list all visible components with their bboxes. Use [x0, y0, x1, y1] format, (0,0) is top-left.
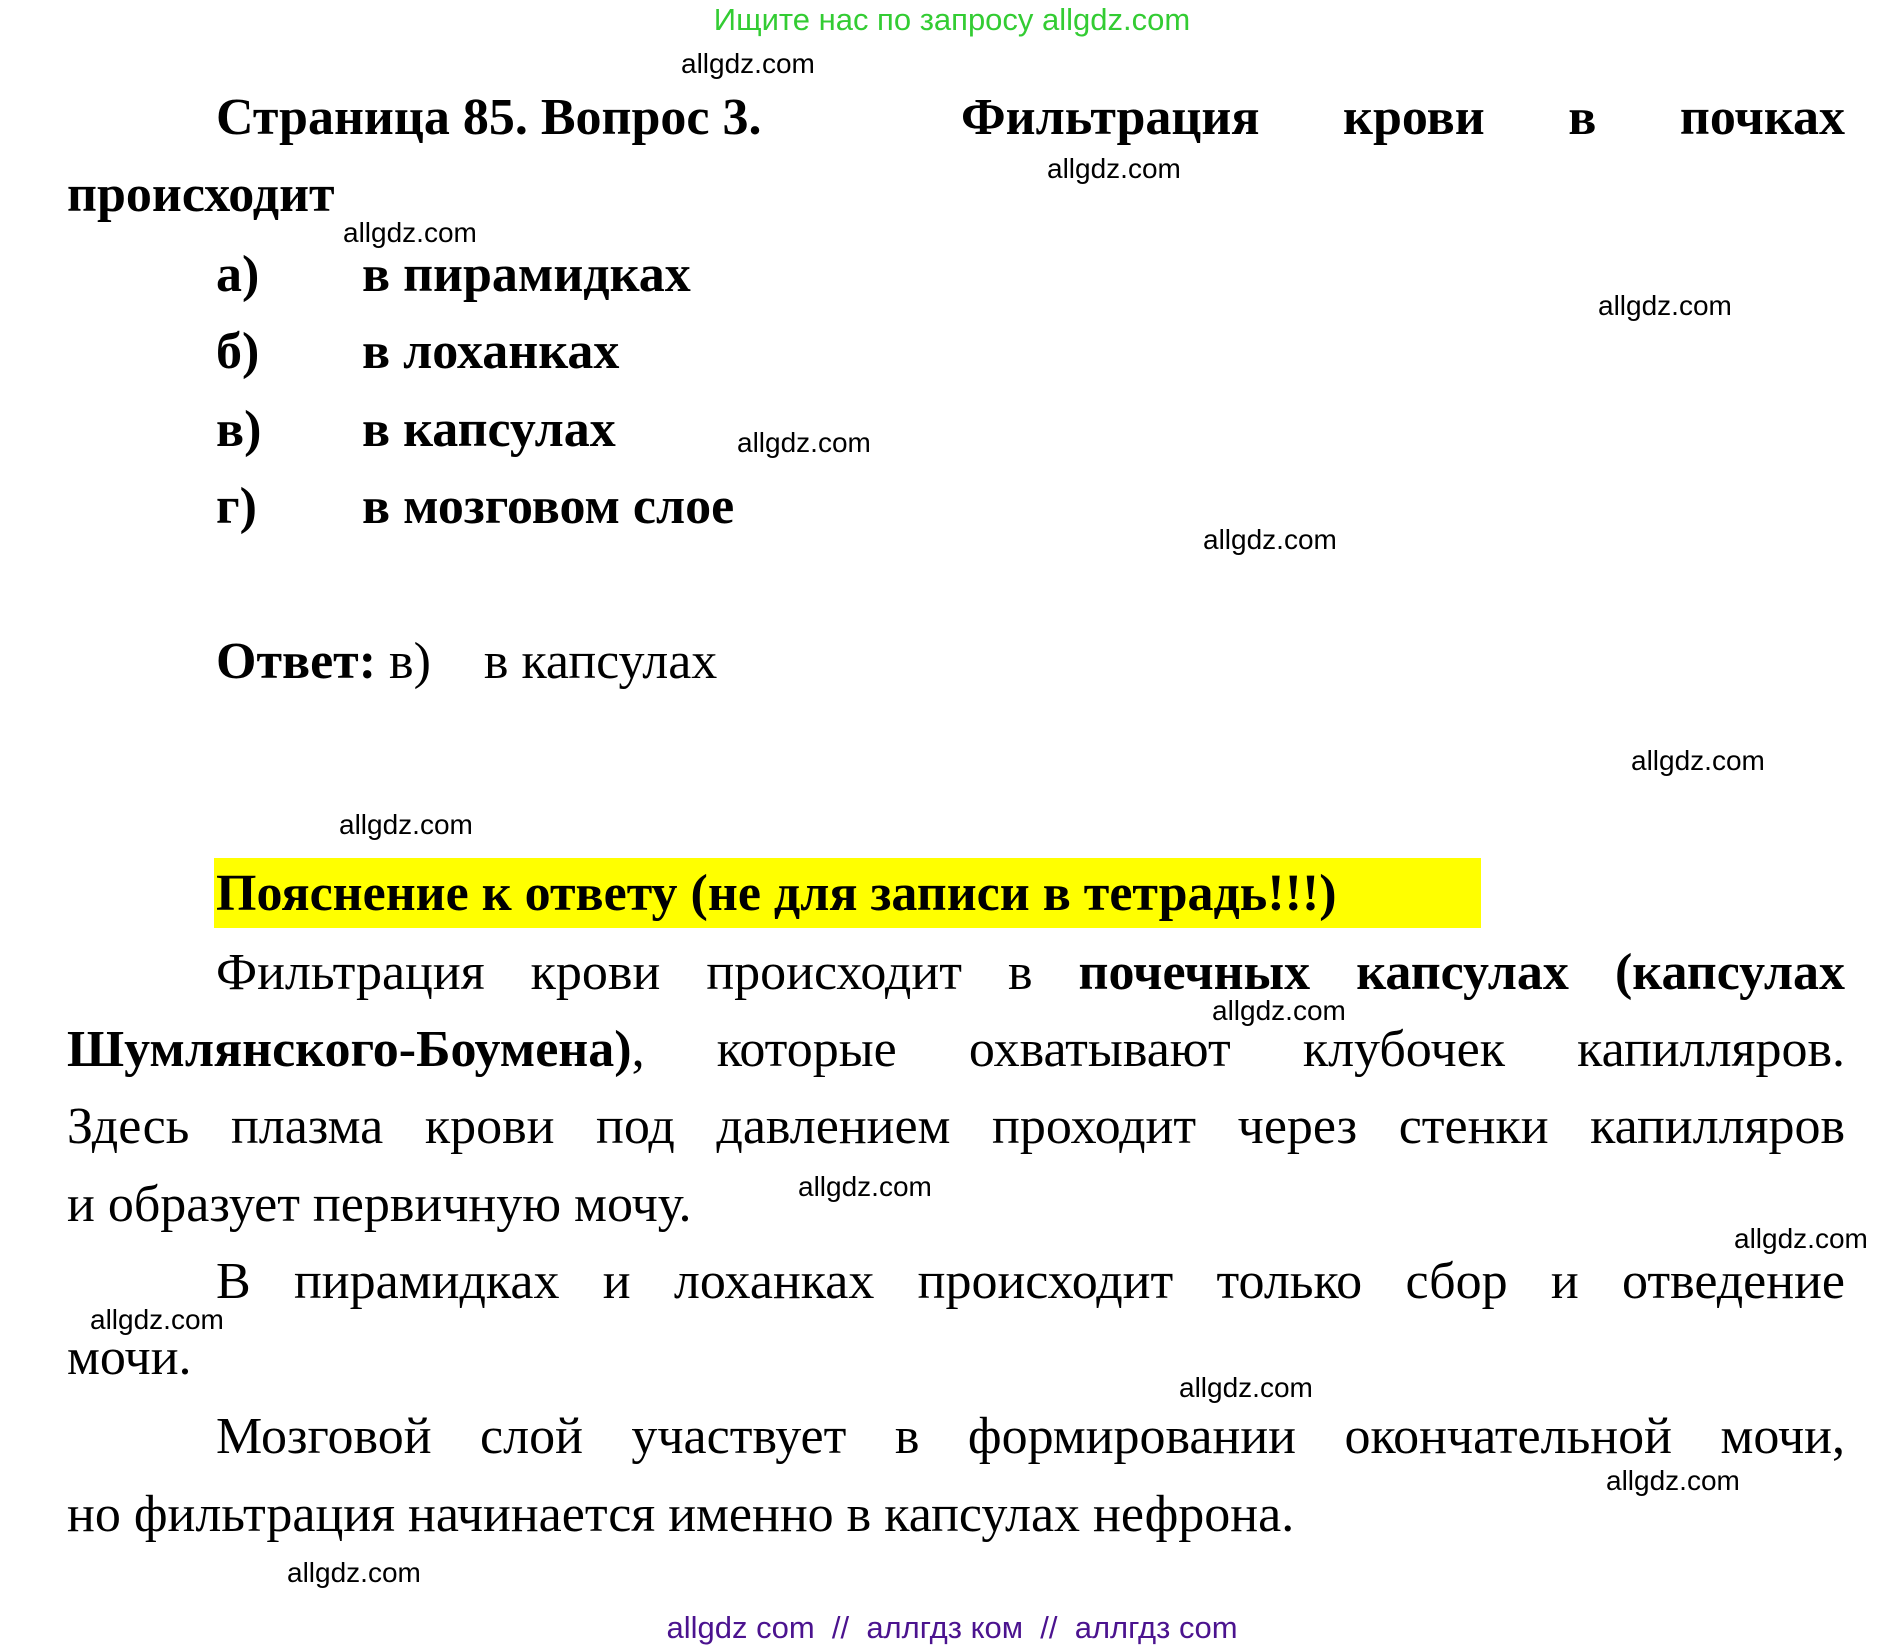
watermark: allgdz.com	[737, 427, 871, 458]
watermark: allgdz.com	[1212, 995, 1346, 1026]
watermark: allgdz.com	[1047, 153, 1181, 184]
watermark: allgdz.com	[343, 217, 477, 248]
option-b-letter: б)	[216, 323, 260, 380]
bold-text: почечных капсулах (капсулах	[1078, 944, 1845, 1001]
watermark: allgdz.com	[681, 48, 815, 79]
option-c-letter: в)	[216, 401, 262, 458]
watermark: allgdz.com	[339, 809, 473, 840]
paragraph-2-line-2: мочи.	[67, 1329, 192, 1386]
paragraph-3-line-1: Мозговой слой участвует в формировании окончательной мочи,	[216, 1408, 1845, 1465]
text: Фильтрация крови происходит в	[216, 944, 1079, 1001]
watermark: allgdz.com	[1734, 1223, 1868, 1254]
watermark: allgdz.com	[1631, 745, 1765, 776]
watermark: allgdz.com	[1179, 1372, 1313, 1403]
watermark: allgdz.com	[1203, 524, 1337, 555]
footer-links[interactable]: allgdz com // аллгдз ком // аллгдз com	[666, 1610, 1238, 1645]
answer-letter: в)	[389, 633, 431, 690]
bold-text: Шумлянского-Боумена)	[67, 1021, 632, 1078]
explanation-heading: Пояснение к ответу (не для записи в тетрадь!!!)	[216, 865, 1337, 922]
option-d-letter: г)	[216, 478, 257, 535]
question-text-line2: происходит	[67, 166, 335, 223]
watermark: allgdz.com	[287, 1557, 421, 1588]
question-text-line1: Фильтрация крови в почках	[961, 89, 1845, 146]
paragraph-1-line-1	[216, 943, 1845, 1003]
paragraph-1-line-2	[67, 1020, 1845, 1080]
answer	[216, 632, 717, 692]
paragraph-3-line-2: но фильтрация начинается именно в капсулах нефрона.	[67, 1486, 1295, 1543]
paragraph-1-line-3: Здесь плазма крови под давлением проходит через стенки капилляров	[67, 1098, 1845, 1155]
text: , которые охватывают клубочек капилляров.	[631, 1021, 1845, 1078]
answer-label: Ответ:	[216, 633, 377, 690]
watermark: allgdz.com	[1598, 290, 1732, 321]
option-d-text: в мозговом слое	[362, 478, 735, 535]
header-banner[interactable]: Ищите нас по запросу allgdz.com	[713, 2, 1191, 37]
watermark: allgdz.com	[798, 1171, 932, 1202]
paragraph-1-line-4: и образует первичную мочу.	[67, 1176, 692, 1233]
answer-text: в капсулах	[483, 633, 718, 690]
option-b-text: в лоханках	[362, 323, 620, 380]
question-number: Страница 85. Вопрос 3.	[216, 89, 762, 146]
option-a-letter: а)	[216, 246, 260, 303]
watermark: allgdz.com	[90, 1304, 224, 1335]
option-c-text: в капсулах	[362, 401, 616, 458]
option-a-text: в пирамидках	[362, 246, 691, 303]
paragraph-2-line-1: В пирамидках и лоханках происходит только сбор и отведение	[216, 1253, 1845, 1310]
watermark: allgdz.com	[1606, 1465, 1740, 1496]
